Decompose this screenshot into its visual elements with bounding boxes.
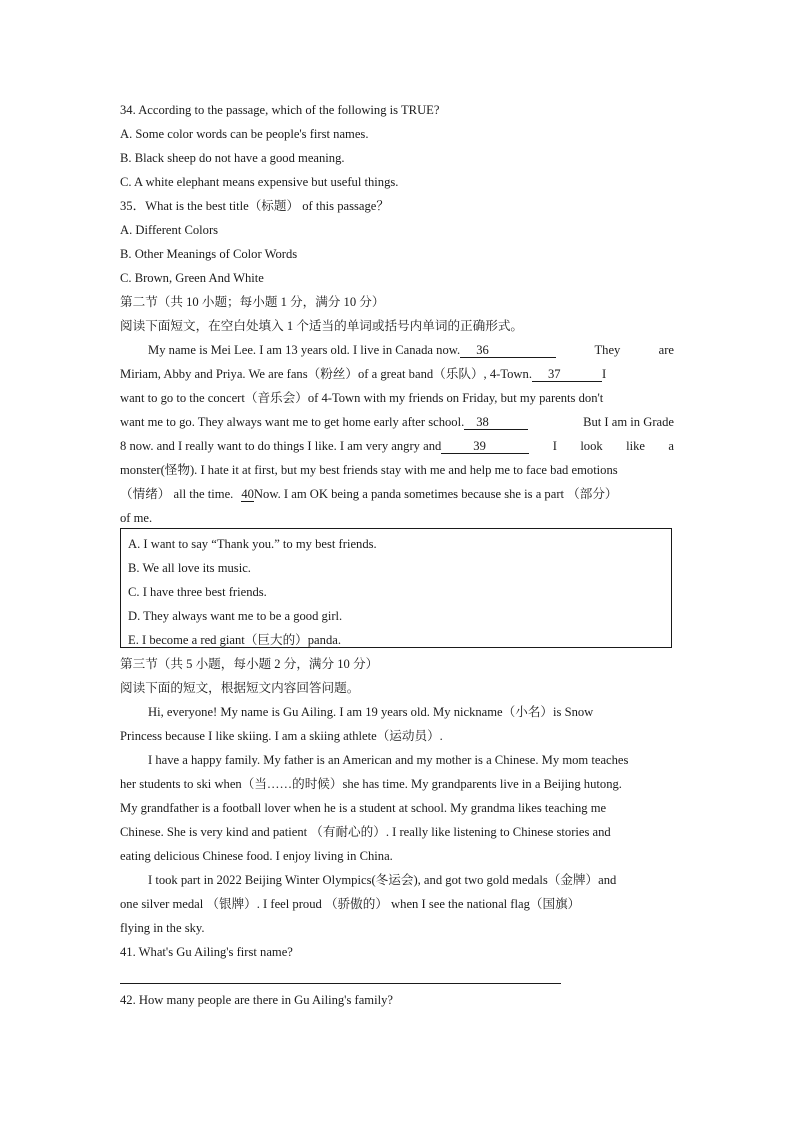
option-e: E. I become a red giant（巨大的）panda. — [128, 633, 341, 647]
passage-text: Miriam, Abby and Priya. We are fans（粉丝）of a great band（乐队）, 4-Town. — [120, 367, 532, 381]
passage-text: want me to go. They always want me to get home early after school. — [120, 415, 465, 429]
passage-2-line-1 — [148, 338, 674, 362]
passage-3-line-9: one silver medal （银牌）. I feel proud （骄傲的） when I see the national flag（国旗） — [120, 897, 581, 911]
answer-options-box — [120, 528, 672, 648]
passage-text: But I am in Grade — [583, 415, 674, 429]
passage-3-line-8: I took part in 2022 Beijing Winter Olympics(冬运会), and got two gold medals（金牌）and — [148, 873, 617, 887]
question-34-option-a: A. Some color words can be people's first names. — [120, 127, 369, 141]
passage-3-line-3: I have a happy family. My father is an American and my mother is a Chinese. My mom teaches — [148, 753, 629, 767]
section-2-heading: 第二节（共 10 小题；每小题 1 分，满分 10 分） — [120, 295, 385, 309]
blank-39: 39 — [441, 439, 529, 454]
section-3-instruction: 阅读下面的短文，根据短文内容回答问题。 — [120, 681, 360, 695]
passage-3-line-7: eating delicious Chinese food. I enjoy living in China. — [120, 849, 393, 863]
question-35-option-b: B. Other Meanings of Color Words — [120, 247, 298, 261]
passage-2-line-5 — [120, 434, 674, 458]
passage-2-line-6: monster(怪物). I hate it at first, but my best friends stay with me and help me to face bad emotions — [120, 463, 618, 477]
passage-2-line-4 — [120, 410, 674, 434]
question-34-stem: 34. According to the passage, which of the following is TRUE? — [120, 103, 440, 117]
passage-3-line-6: Chinese. She is very kind and patient （有耐心的）. I really like listening to Chinese stories and — [120, 825, 611, 839]
option-b: B. We all love its music. — [128, 561, 251, 575]
passage-3-line-5: My grandfather is a football lover when he is a student at school. My grandma likes teaching me — [120, 801, 607, 815]
passage-text: I — [601, 367, 607, 381]
option-c: C. I have three best friends. — [128, 585, 267, 599]
passage-2-line-3: want to go to the concert（音乐会）of 4-Town with my friends on Friday, but my parents don't — [120, 391, 604, 405]
blank-38: 38 — [464, 415, 528, 430]
passage-text: look — [580, 439, 603, 453]
passage-3-line-2: Princess because I like skiing. I am a skiing athlete（运动员）. — [120, 729, 443, 743]
question-41: 41. What's Gu Ailing's first name? — [120, 945, 293, 959]
passage-text: Now. I am OK being a panda sometimes because she is a part （部分） — [253, 487, 618, 501]
passage-text: I — [552, 439, 557, 453]
question-35-option-c: C. Brown, Green And White — [120, 271, 264, 285]
passage-text: They — [594, 343, 621, 357]
question-34-option-b: B. Black sheep do not have a good meaning. — [120, 151, 345, 165]
passage-text: like — [626, 439, 645, 453]
passage-text: 8 now. and I really want to do things I like. I am very angry and — [120, 439, 442, 453]
passage-2-line-8: of me. — [120, 511, 153, 525]
blank-37: 37 — [532, 367, 602, 382]
blank-40: 40 — [241, 487, 254, 501]
question-34-option-c: C. A white elephant means expensive but useful things. — [120, 175, 399, 189]
question-42: 42. How many people are there in Gu Ailing's family? — [120, 993, 393, 1007]
passage-3-line-4: her students to ski when（当……的时候）she has time. My grandparents live in a Beijing hutong. — [120, 777, 622, 791]
passage-2-line-7 — [120, 482, 618, 506]
option-d: D. They always want me to be a good girl. — [128, 609, 343, 623]
passage-text: My name is Mei Lee. I am 13 years old. I live in Canada now. — [148, 343, 461, 357]
answer-line-41[interactable] — [120, 983, 561, 984]
passage-3-line-1: Hi, everyone! My name is Gu Ailing. I am 19 years old. My nickname（小名）is Snow — [148, 705, 594, 719]
passage-3-line-10: flying in the sky. — [120, 921, 205, 935]
section-2-instruction: 阅读下面短文，在空白处填入 1 个适当的单词或括号内单词的正确形式。 — [120, 319, 523, 333]
passage-text: （情绪） all the time. — [120, 487, 234, 501]
passage-2-line-2 — [120, 362, 674, 386]
passage-text: a — [668, 439, 674, 453]
section-3-heading: 第三节（共 5 小题，每小题 2 分，满分 10 分） — [120, 657, 379, 671]
passage-text: are — [658, 343, 674, 357]
blank-36: 36 — [460, 343, 556, 358]
question-35-option-a: A. Different Colors — [120, 223, 219, 237]
question-35-stem: 35．What is the best title（标题） of this passage？ — [120, 199, 389, 213]
option-a: A. I want to say “Thank you.” to my best friends. — [128, 537, 377, 551]
